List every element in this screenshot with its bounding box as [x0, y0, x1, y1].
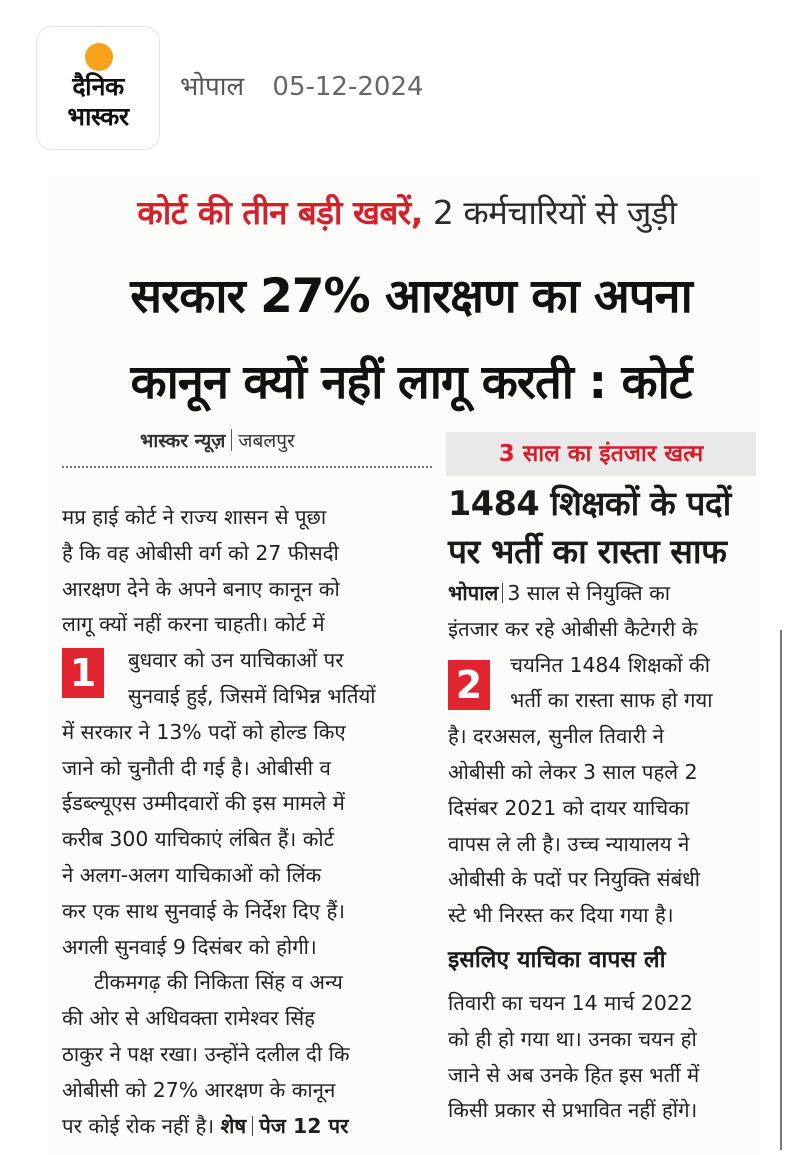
story1-line: जाने को चुनौती दी गई है। ओबीसी व	[62, 755, 331, 780]
story1-line: कर एक साथ सुनवाई के निर्देश दिए हैं।	[62, 898, 346, 923]
story1-line: मप्र हाई कोर्ट ने राज्य शासन से पूछा	[62, 505, 327, 529]
story2-line: दिसंबर 2021 को दायर याचिका	[448, 795, 690, 820]
story1-line: पर कोई रोक नहीं है।	[62, 1113, 215, 1138]
story1-line: आरक्षण देने के अपने बनाए कानून को	[62, 576, 340, 601]
continued-label: शेष	[220, 1113, 247, 1138]
story2-number-badge: 2	[448, 660, 490, 710]
story2-dateline: भोपाल	[448, 581, 499, 605]
edition-date: 05-12-2024	[272, 72, 424, 102]
story2-headline-line-1: 1484 शिक्षकों के पदों	[448, 484, 731, 523]
byline	[140, 426, 295, 456]
story2-headline-line-2: पर भर्ती का रास्ता साफ	[448, 532, 727, 571]
story2-line: ओबीसी को लेकर 3 साल पहले 2	[448, 759, 698, 784]
story2-line: भर्ती का रास्ता साफ हो गया	[510, 688, 713, 713]
kicker-rest: 2 कर्मचारियों से जुड़ी	[422, 193, 677, 232]
story2-subhead: इसलिए याचिका वापस ली	[448, 947, 666, 973]
edition-meta	[180, 70, 424, 104]
kicker-highlight: कोर्ट की तीन बड़ी खबरें,	[137, 193, 423, 232]
story2-line: तिवारी का चयन 14 मार्च 2022	[448, 991, 693, 1015]
story1-line: अगली सुनवाई 9 दिसंबर को होगी।	[62, 934, 317, 959]
story2-line: 3 साल से नियुक्ति का	[507, 581, 671, 605]
story2-line: को ही हो गया था। उनका चयन हो	[448, 1026, 697, 1051]
story2-line: है। दरअसल, सुनील तिवारी ने	[448, 724, 664, 749]
story2-line: वापस ले ली है। उच्च न्यायालय ने	[448, 831, 690, 856]
column-rule	[780, 630, 782, 1150]
story1-body	[62, 500, 422, 1144]
story1-line: ईडब्ल्यूएस उम्मीदवारों की इस मामले में	[62, 791, 345, 816]
dainik-bhaskar-logo[interactable]	[36, 26, 160, 150]
story1-line: लागू क्यों नहीं करना चाहती। कोर्ट में	[62, 612, 325, 637]
byline-city: जबलपुर	[238, 430, 295, 452]
story2-line: चयनित 1484 शिक्षकों की	[510, 652, 710, 677]
headline-line-2: कानून क्यों नहीं लागू करती : कोर्ट	[130, 355, 692, 410]
story1-line: में सरकार ने 13% पदों को होल्ड किए	[62, 719, 346, 744]
story1-line: ने अलग-अलग याचिकाओं को लिंक	[62, 862, 322, 887]
continued-divider	[252, 1116, 253, 1136]
story1-line: की ओर से अधिवक्ता रामेश्वर सिंह	[62, 1006, 315, 1031]
story2-line: ओबीसी के पदों पर नियुक्ति संबंधी	[448, 867, 701, 892]
story1-line: ओबीसी को 27% आरक्षण के कानून	[62, 1077, 336, 1102]
dateline-divider	[502, 583, 503, 603]
logo-text-line2: भास्कर	[67, 102, 129, 131]
byline-divider	[231, 429, 232, 451]
story2-line: इंतजार कर रहे ओबीसी कैटेगरी के	[448, 616, 698, 641]
story1-last-line	[62, 1109, 422, 1145]
logo-text-line1: दैनिक	[72, 72, 124, 101]
story1-line: ठाकुर ने पक्ष रखा। उन्होंने दलील दी कि	[62, 1041, 350, 1066]
story2-line: जाने से अब उनके हित इस भर्ती में	[448, 1062, 700, 1087]
story1-line: सुनवाई हुई, जिसमें विभिन्न भर्तियों	[128, 683, 376, 708]
story2-first-line	[448, 576, 760, 612]
story2-line: किसी प्रकार से प्रभावित नहीं होंगे।	[448, 1098, 698, 1123]
kicker	[62, 188, 752, 238]
story2-tag: 3 साल का इंतजार खत्म	[446, 432, 756, 476]
story2-body	[448, 576, 760, 934]
story1-line: बुधवार को उन याचिकाओं पर	[128, 648, 344, 673]
edition-city: भोपाल	[180, 72, 245, 102]
dotted-divider	[62, 466, 432, 468]
story2-body-2	[448, 986, 760, 1129]
story1-line: है कि वह ओबीसी वर्ग को 27 फीसदी	[62, 540, 339, 565]
byline-source: भास्कर न्यूज़	[140, 430, 226, 452]
story1-line: टीकमगढ़ की निकिता सिंह व अन्य	[94, 970, 343, 995]
story2-line: स्टे भी निरस्त कर दिया गया है।	[448, 903, 674, 928]
sun-icon	[85, 43, 113, 71]
story1-line: करीब 300 याचिकाएं लंबित हैं। कोर्ट	[62, 827, 334, 852]
headline-line-1: सरकार 27% आरक्षण का अपना	[130, 269, 692, 324]
continued-page: पेज 12 पर	[259, 1113, 349, 1138]
story1-number-badge: 1	[62, 648, 104, 698]
